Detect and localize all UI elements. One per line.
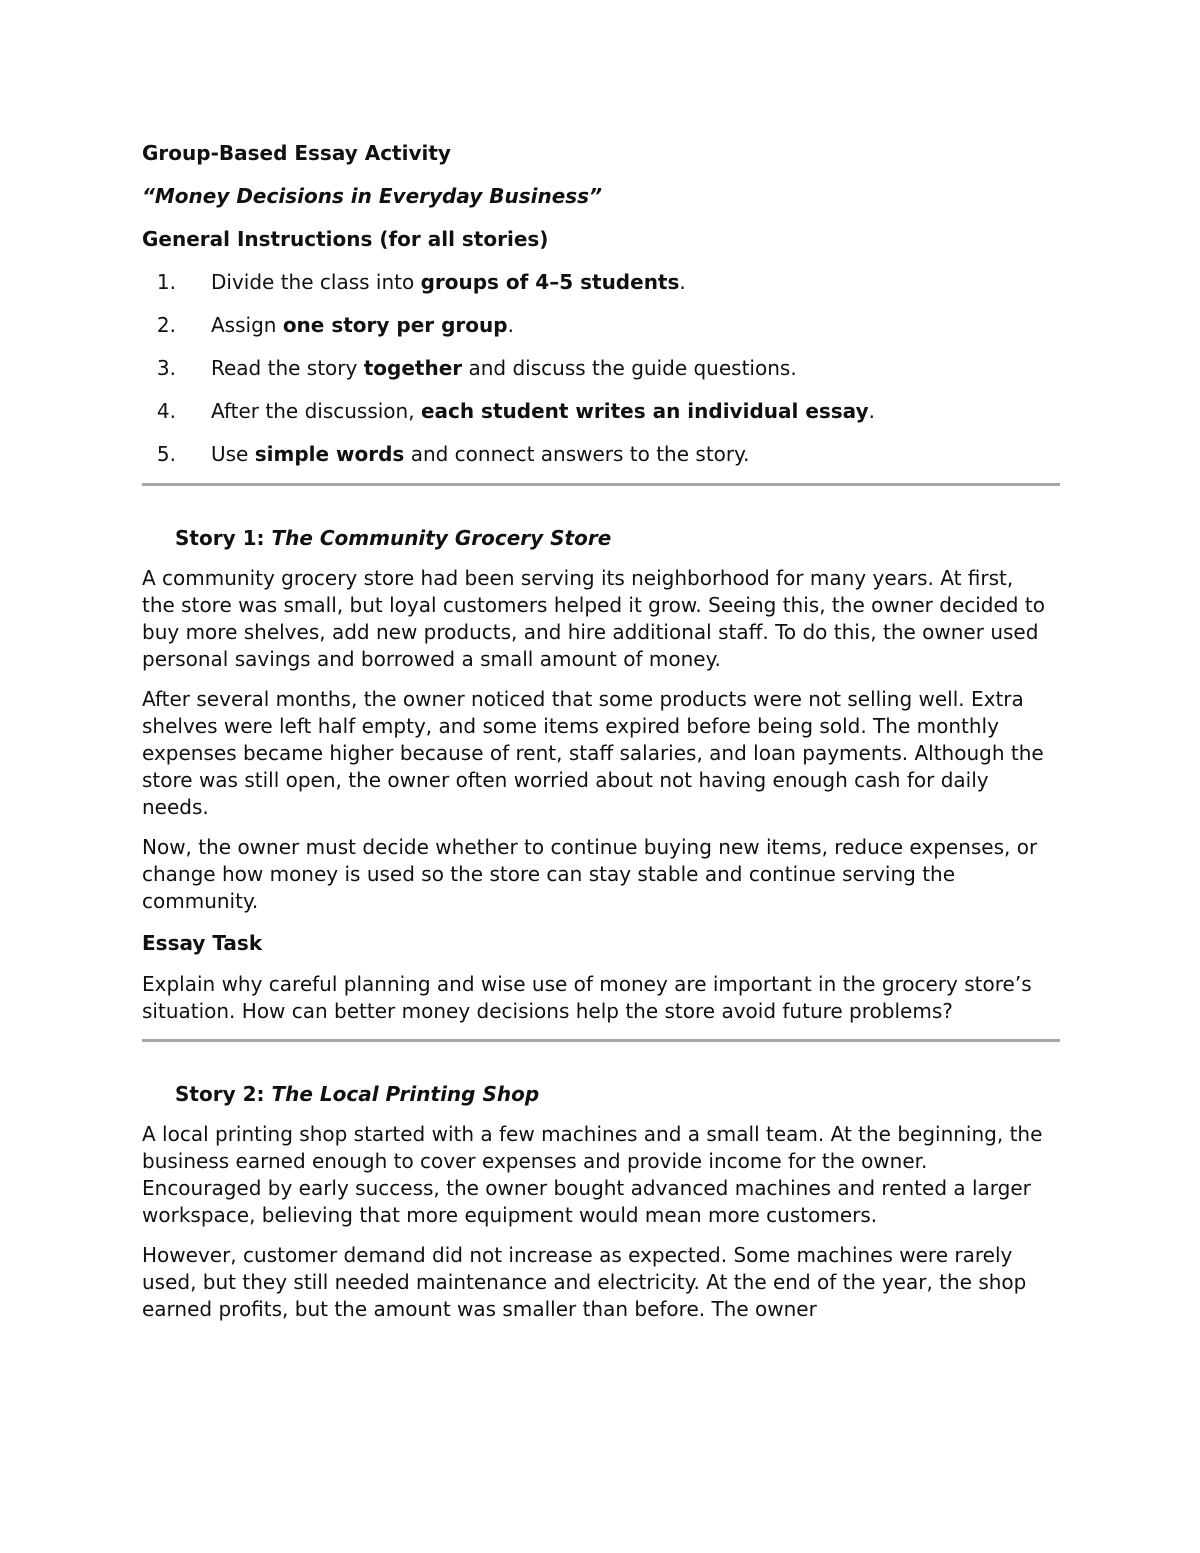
- instruction-text: Assign one story per group.: [211, 313, 514, 337]
- instruction-item: [142, 439, 1060, 469]
- instruction-item: [142, 310, 1060, 340]
- instruction-number: 2.: [156, 313, 176, 337]
- instruction-item: [142, 353, 1060, 383]
- instructions-heading: General Instructions (for all stories): [142, 227, 549, 251]
- instruction-text: Read the story together and discuss the guide questions.: [211, 356, 797, 380]
- instruction-text: After the discussion, each student writes an individual essay.: [211, 399, 875, 423]
- horizontal-divider: [142, 1039, 1060, 1042]
- instruction-text: Use simple words and connect answers to the story.: [211, 442, 750, 466]
- document-subtitle: “Money Decisions in Everyday Business”: [142, 184, 602, 208]
- instruction-item: [142, 267, 1060, 297]
- document-title: Group-Based Essay Activity: [142, 141, 451, 165]
- instruction-number: 3.: [156, 356, 176, 380]
- instruction-item: [142, 396, 1060, 426]
- story-2-paragraph: A local printing shop started with a few machines and a small team. At the beginning, the business earned enough to cover expenses and provide income for the owner. Encouraged by early success, the owner bought advanced machines and rented a larger workspace, believing that more equipment would mean more customers.: [142, 1122, 1043, 1227]
- story-1-title: The Community Grocery Store: [271, 526, 612, 550]
- instruction-number: 4.: [156, 399, 176, 423]
- story-1-heading: Story 1: The Community Grocery Store: [175, 526, 612, 550]
- essay-task-heading: Essay Task: [142, 931, 263, 955]
- story-2-paragraph: However, customer demand did not increase as expected. Some machines were rarely used, but they still needed maintenance and electricity. At the end of the year, the shop earned profits, but the amount was smaller than before. The owner: [142, 1243, 1027, 1321]
- instruction-number: 5.: [156, 442, 176, 466]
- story-1-paragraph: Now, the owner must decide whether to continue buying new items, reduce expenses, or change how money is used so the store can stay stable and continue serving the community.: [142, 835, 1038, 913]
- document-page: [142, 138, 1060, 1323]
- story-1-paragraph: After several months, the owner noticed that some products were not selling well. Extra shelves were left half empty, and some items expired before being sold. The monthly expenses became higher because of rent, staff salaries, and loan payments. Although the store was still open, the owner often worried about not having enough cash for daily needs.: [142, 687, 1044, 819]
- story-1-paragraph: A community grocery store had been serving its neighborhood for many years. At first, the store was small, but loyal customers helped it grow. Seeing this, the owner decided to buy more shelves, add new products, and hire additional staff. To do this, the owner used personal savings and borrowed a small amount of money.: [142, 566, 1045, 671]
- story-2-title: The Local Printing Shop: [271, 1082, 540, 1106]
- story-2-heading: Story 2: The Local Printing Shop: [175, 1082, 540, 1106]
- horizontal-divider: [142, 483, 1060, 486]
- instructions-list: [142, 267, 1060, 469]
- instruction-text: Divide the class into groups of 4–5 students.: [211, 270, 686, 294]
- instruction-number: 1.: [156, 270, 176, 294]
- essay-task-text: Explain why careful planning and wise use of money are important in the grocery store’s situation. How can better money decisions help the store avoid future problems?: [142, 972, 1032, 1023]
